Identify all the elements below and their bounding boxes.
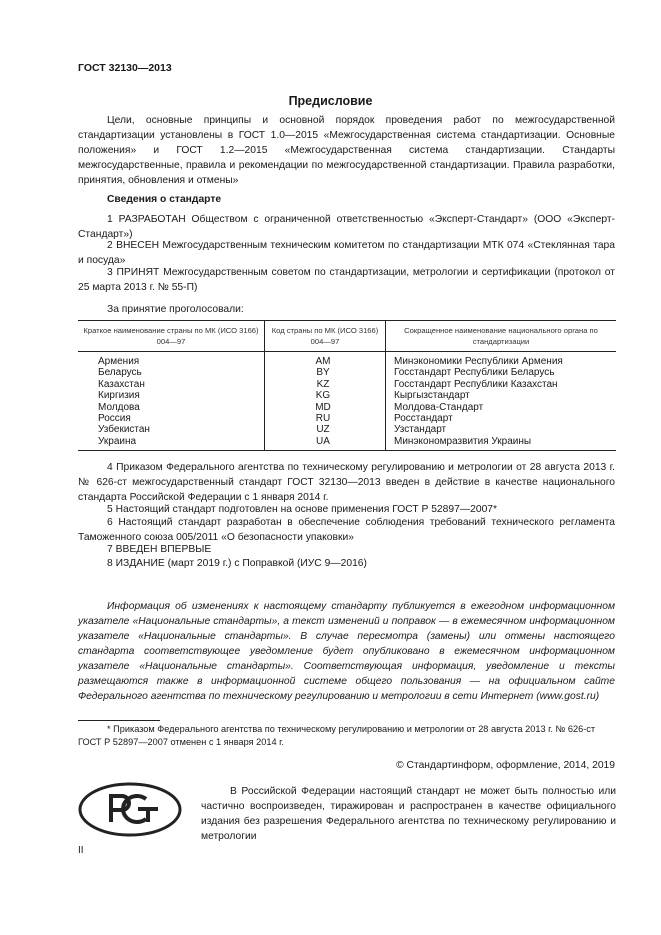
voted-label: За принятие проголосовали: xyxy=(107,304,244,315)
table-row xyxy=(78,424,616,435)
section-title: Предисловие xyxy=(288,94,373,108)
header-country: Краткое наименование страны по МК (ИСО 3166) 004—97 xyxy=(78,321,265,352)
change-info-paragraph: Информация об изменениях к настоящему стандарту публикуется в ежегодном информационном указателе «Национальные стандарты», а текст изменений и поправок — в ежемесячном информационном указателе «Национальные стандарты». В случае пересмотра (замены) или отмены настоящего стандарта соответствующее уведомление будет опубликовано в ежемесячном информационном указателе «Национальные стандарты». Соответствующая информация, уведомление и тексты размещаются также в информационной системе общего пользования — на официальном сайте Федерального агентства по техническому регулированию и метрологии в сети Интернет (www.gost.ru) xyxy=(78,601,615,702)
header-body: Сокращенное наименование национального органа по стандартизации xyxy=(386,321,617,352)
rst-logo-icon xyxy=(78,782,182,837)
country-cell: Киргизия xyxy=(98,390,140,402)
footnote: * Приказом Федерального агентства по техническому регулированию и метрологии от 28 августа 2013 г. № 626-ст ГОСТ Р 52897—2007 отменен с 1 января 2014 г. xyxy=(78,724,596,747)
table-row xyxy=(78,352,616,368)
table-header-row xyxy=(78,321,616,352)
header-code: Код страны по МК (ИСО 3166) 004—97 xyxy=(265,321,386,352)
country-cell: Россия xyxy=(98,413,131,425)
body-cell: Росстандарт xyxy=(386,413,617,424)
body-cell: Молдова-Стандарт xyxy=(386,402,617,413)
code-cell: AM xyxy=(265,352,386,368)
item-8: 8 ИЗДАНИЕ (март 2019 г.) с Поправкой (ИУС 9—2016) xyxy=(107,558,367,569)
page-number: II xyxy=(78,845,84,856)
copyright: © Стандартинформ, оформление, 2014, 2019 xyxy=(396,760,615,771)
code-cell: BY xyxy=(265,367,386,378)
table-row xyxy=(78,367,616,378)
code-cell: KG xyxy=(265,390,386,401)
item-1: 1 РАЗРАБОТАН Обществом с ограниченной ответственностью «Эксперт-Стандарт» (ООО «Эксперт-Стандарт») xyxy=(78,214,615,240)
country-cell: Молдова xyxy=(98,401,140,413)
body-cell: Минэкономики Республики Армения xyxy=(386,352,617,368)
table-row xyxy=(78,379,616,390)
country-cell: Беларусь xyxy=(98,367,142,379)
copyright-notice: В Российской Федерации настоящий стандарт не может быть полностью или частично воспроизведен, тиражирован и распространен в качестве официального издания без разрешения Федерального агентства по техническому регулированию и метрологии xyxy=(201,786,616,842)
body-cell: Госстандарт Республики Беларусь xyxy=(386,367,617,378)
country-cell: Украина xyxy=(78,436,265,451)
code-cell: UA xyxy=(265,436,386,451)
document-code: ГОСТ 32130—2013 xyxy=(78,62,172,74)
voting-table xyxy=(78,320,616,451)
body-cell: Кыргызстандарт xyxy=(386,390,617,401)
body-cell: Госстандарт Республики Казахстан xyxy=(386,379,617,390)
item-7: 7 ВВЕДЕН ВПЕРВЫЕ xyxy=(107,544,212,555)
item-5: 5 Настоящий стандарт подготовлен на основе применения ГОСТ Р 52897—2007* xyxy=(107,504,498,515)
country-cell: Узбекистан xyxy=(98,424,150,436)
item-4: 4 Приказом Федерального агентства по техническому регулированию и метрологии от 28 августа 2013 г. № 626-ст межгосударственный стандарт ГОСТ 32130—2013 введен в действие в качестве национального стандарта Российской Федерации с 1 января 2014 г. xyxy=(78,462,615,503)
country-cell: Казахстан xyxy=(98,378,145,390)
code-cell: UZ xyxy=(265,424,386,435)
table-row xyxy=(78,390,616,401)
item-2: 2 ВНЕСЕН Межгосударственным техническим комитетом по стандартизации МТК 074 «Стеклянная тара и посуда» xyxy=(78,240,615,266)
body-cell: Узстандарт xyxy=(386,424,617,435)
intro-paragraph: Цели, основные принципы и основной порядок проведения работ по межгосударственной стандартизации установлены в ГОСТ 1.0—2015 «Межгосударственная система стандартизации. Основные положения» и ГОСТ 1.2—2015 «Межгосударственная система стандартизации. Стандарты межгосударственные, правила и рекомендации по межгосударственной стандартизации. Правила разработки, принятия, обновления и отмены» xyxy=(78,115,615,186)
country-cell: Армения xyxy=(98,356,140,367)
table-row xyxy=(78,436,616,451)
code-cell: KZ xyxy=(265,379,386,390)
code-cell: RU xyxy=(265,413,386,424)
info-heading: Сведения о стандарте xyxy=(107,194,222,205)
code-cell: MD xyxy=(265,402,386,413)
item-3: 3 ПРИНЯТ Межгосударственным советом по стандартизации, метрологии и сертификации (протокол от 25 марта 2013 г. № 55-П) xyxy=(78,267,615,293)
body-cell: Минэкономразвития Украины xyxy=(386,436,617,451)
table-row xyxy=(78,402,616,413)
footnote-divider xyxy=(78,720,160,721)
table-row xyxy=(78,413,616,424)
item-6: 6 Настоящий стандарт разработан в обеспечение соблюдения требований технического регламента Таможенного союза 005/2011 «О безопасности упаковки» xyxy=(78,517,615,543)
